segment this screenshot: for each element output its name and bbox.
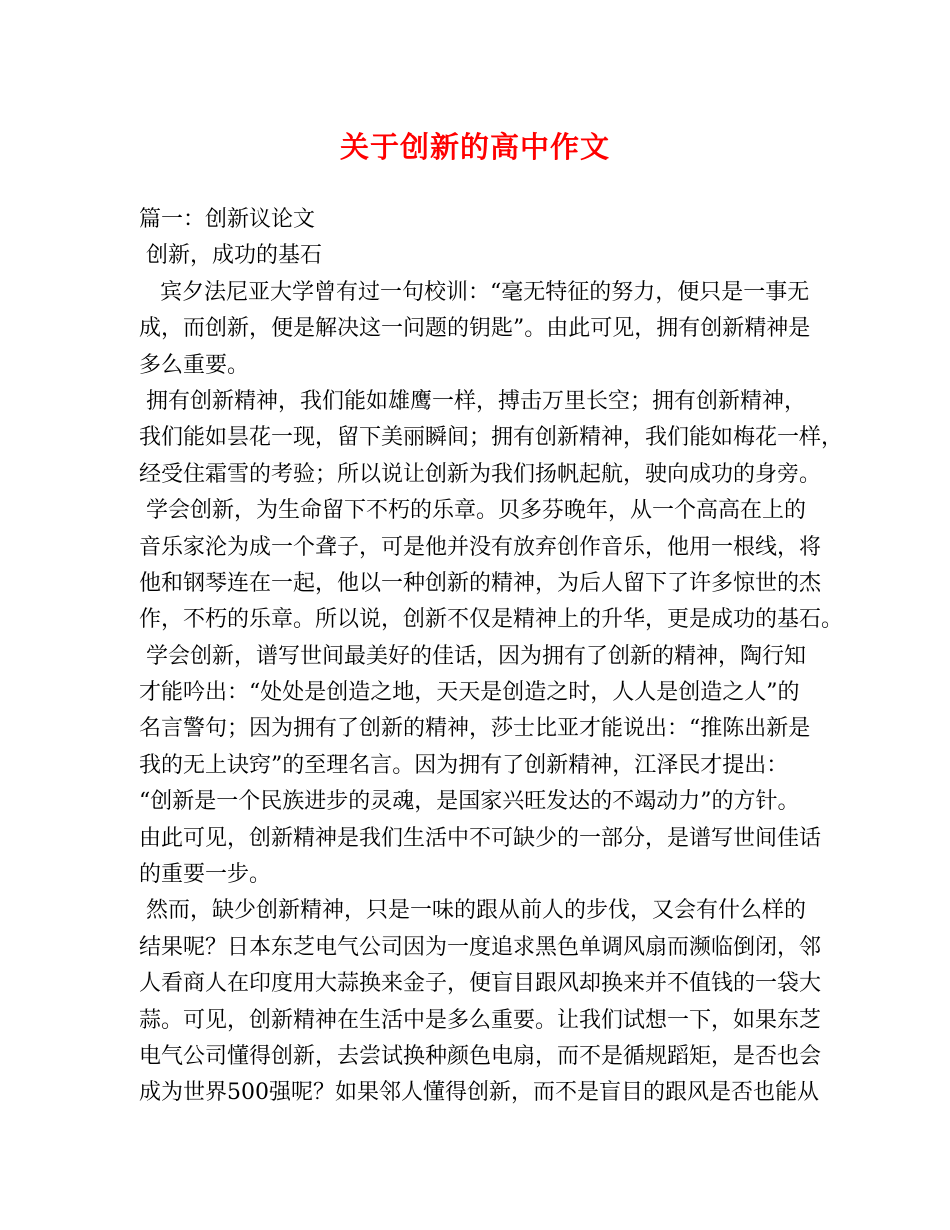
text-line: “创新是一个民族进步的灵魂，是国家兴旺发达的不竭动力”的方针。 <box>139 789 800 815</box>
text-line: 音乐家沦为成一个聋子，可是他并没有放弃创作音乐，他用一根线，将 <box>139 534 822 560</box>
document-title: 关于创新的高中作文 <box>339 130 610 164</box>
text-line: 拥有创新精神，我们能如雄鹰一样，搏击万里长空；拥有创新精神， <box>139 388 806 414</box>
text-line: 名言警句；因为拥有了创新的精神，莎士比亚才能说出：“推陈出新是 <box>139 716 811 742</box>
text-line: 学会创新，谱写世间最美好的佳话，因为拥有了创新的精神，陶行知 <box>139 643 806 669</box>
text-line: 多么重要。 <box>139 352 250 378</box>
text-line: 篇一：创新议论文 <box>139 207 316 232</box>
text-line: 然而，缺少创新精神，只是一味的跟从前人的步伐，又会有什么样的 <box>139 898 806 924</box>
text-line: 经受住霜雪的考验；所以说让创新为我们扬帆起航，驶向成功的身旁。 <box>139 461 822 487</box>
text-line: 由此可见，创新精神是我们生活中不可缺少的一部分，是谱写世间佳话 <box>139 825 822 851</box>
text-line: 成，而创新，便是解决这一问题的钥匙”。由此可见，拥有创新精神是 <box>139 316 811 342</box>
text-line: 才能吟出：“处处是创造之地，天天是创造之时，人人是创造之人”的 <box>139 680 800 706</box>
text-line: 蒜。可见，创新精神在生活中是多么重要。让我们试想一下，如果东芝 <box>139 1007 822 1033</box>
text-line: 宾夕法尼亚大学曾有过一句校训：“毫无特征的努力，便只是一事无 <box>139 279 810 305</box>
text-line: 结果呢？日本东芝电气公司因为一度追求黑色单调风扇而濒临倒闭，邻 <box>139 934 822 960</box>
text-line: 成为世界500强呢？如果邻人懂得创新，而不是盲目的跟风是否也能从 <box>139 1080 819 1106</box>
text-line: 电气公司懂得创新，去尝试换种颜色电扇，而不是循规蹈矩，是否也会 <box>139 1043 822 1069</box>
text-line: 创新，成功的基石 <box>139 243 322 269</box>
text-line: 人看商人在印度用大蒜换来金子，便盲目跟风却换来并不值钱的一袋大 <box>139 971 822 997</box>
text-line: 他和钢琴连在一起，他以一种创新的精神，为后人留下了许多惊世的杰 <box>139 570 822 596</box>
document-body <box>139 202 844 1112</box>
text-line: 学会创新，为生命留下不朽的乐章。贝多芬晚年，从一个高高在上的 <box>139 498 806 524</box>
text-line: 我的无上诀窍”的至理名言。因为拥有了创新精神，江泽民才提出： <box>139 752 789 778</box>
text-line: 我们能如昙花一现，留下美丽瞬间；拥有创新精神，我们能如梅花一样， <box>139 425 844 451</box>
text-line: 的重要一步。 <box>139 862 272 888</box>
text-line: 作，不朽的乐章。所以说，创新不仅是精神上的升华，更是成功的基石。 <box>139 607 844 633</box>
